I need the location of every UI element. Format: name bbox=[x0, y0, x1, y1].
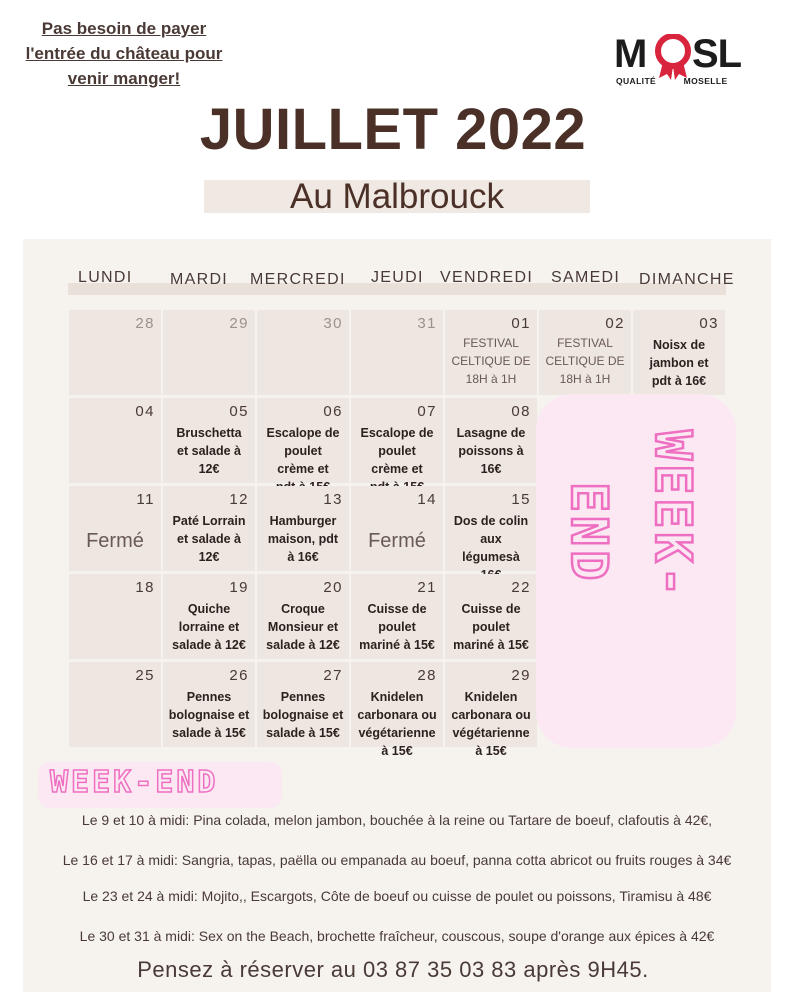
menu-line: à 15€ bbox=[381, 744, 413, 758]
menu-line: salade à 12€ bbox=[172, 638, 246, 652]
menu-line: et salade à bbox=[177, 444, 241, 458]
offer-weekend-30-31: Le 30 et 31 à midi: Sex on the Beach, brochette fraîcheur, couscous, soupe d'orange aux épices à 42€ bbox=[79, 928, 715, 944]
event-note bbox=[445, 334, 537, 388]
event-note bbox=[539, 334, 631, 388]
closed-label: Fermé bbox=[368, 530, 426, 552]
logo-tag-left: QUALITÉ bbox=[616, 76, 657, 86]
calendar-day bbox=[351, 486, 443, 571]
day-header: MERCREDI bbox=[250, 271, 346, 288]
menu-line: poulet bbox=[378, 620, 416, 634]
day-number: 14 bbox=[417, 491, 437, 508]
day-number: 28 bbox=[417, 667, 437, 684]
menu-of-the-day bbox=[163, 424, 255, 478]
reservation-note: Pensez à réserver au 03 87 35 03 83 après 9H45. bbox=[137, 957, 649, 982]
menu-line: jambon et bbox=[649, 356, 709, 370]
menu-line: poissons à bbox=[458, 444, 524, 458]
day-number: 18 bbox=[135, 579, 155, 596]
day-header: DIMANCHE bbox=[639, 271, 735, 288]
calendar-day bbox=[163, 662, 255, 747]
menu-line: lorraine et bbox=[178, 620, 240, 634]
logo-letters-sl: SL bbox=[692, 32, 742, 76]
menu-line: bolognaise et bbox=[262, 708, 344, 722]
menu-line: Noisx de bbox=[652, 338, 706, 352]
day-number: 20 bbox=[323, 579, 343, 596]
menu-line: crème et bbox=[371, 462, 423, 476]
calendar-day bbox=[445, 398, 537, 483]
menu-line: aux bbox=[480, 532, 502, 546]
menu-line: à 16€ bbox=[287, 550, 319, 564]
day-number: 29 bbox=[511, 667, 531, 684]
menu-line: carbonara ou bbox=[451, 708, 531, 722]
calendar-day bbox=[445, 574, 537, 659]
menu-line: pdt à 16€ bbox=[651, 374, 707, 388]
calendar-day bbox=[351, 310, 443, 395]
day-number: 30 bbox=[323, 315, 343, 332]
day-number: 11 bbox=[136, 491, 155, 508]
menu-of-the-day bbox=[445, 424, 537, 478]
day-header: JEUDI bbox=[371, 269, 424, 286]
calendar-day bbox=[445, 486, 537, 571]
calendar-day bbox=[257, 486, 349, 571]
logo-tagline bbox=[616, 76, 728, 86]
menu-of-the-day bbox=[257, 512, 349, 566]
calendar-day bbox=[163, 310, 255, 395]
menu-line: crème et bbox=[277, 462, 329, 476]
offer-weekend-16-17: Le 16 et 17 à midi: Sangria, tapas, paëlla ou empanada au boeuf, panna cotta abricot ou fruits rouges à 34€ bbox=[62, 852, 732, 868]
calendar-day bbox=[69, 310, 161, 395]
day-number: 13 bbox=[323, 491, 343, 508]
menu-of-the-day bbox=[163, 512, 255, 566]
day-number: 29 bbox=[229, 315, 249, 332]
day-number: 08 bbox=[511, 403, 531, 420]
menu-line: mariné à 15€ bbox=[453, 638, 529, 652]
calendar-day bbox=[445, 662, 537, 758]
day-number: 19 bbox=[229, 579, 249, 596]
logo-tag-right: MOSELLE bbox=[683, 76, 728, 86]
mosl-logo bbox=[610, 26, 750, 90]
event-line: 18H à 1H bbox=[559, 372, 611, 386]
day-number: 07 bbox=[417, 403, 437, 420]
day-number: 27 bbox=[323, 667, 343, 684]
menu-line: poulet bbox=[472, 620, 510, 634]
day-number: 25 bbox=[135, 667, 155, 684]
calendar-day bbox=[257, 310, 349, 395]
menu-of-the-day bbox=[257, 600, 349, 654]
menu-of-the-day bbox=[163, 600, 255, 654]
calendar-day bbox=[163, 574, 255, 659]
day-number: 03 bbox=[699, 315, 719, 332]
calendar-day bbox=[257, 398, 349, 483]
menu-line: Monsieur et bbox=[267, 620, 339, 634]
calendar-day bbox=[163, 486, 255, 571]
weekend-big-line-2: END bbox=[560, 482, 618, 585]
event-line: 18H à 1H bbox=[465, 372, 517, 386]
calendar-day bbox=[257, 662, 349, 747]
logo-letter-m: M bbox=[614, 32, 647, 76]
event-line: CELTIQUE DE bbox=[451, 354, 531, 368]
ribbon-badge-icon bbox=[654, 34, 692, 80]
menu-line: légumesà bbox=[462, 550, 520, 564]
day-number: 05 bbox=[229, 403, 249, 420]
day-header: LUNDI bbox=[78, 269, 133, 286]
notice-line-3: venir manger! bbox=[67, 69, 181, 88]
menu-line: Knidelen bbox=[370, 690, 424, 704]
event-line: CELTIQUE DE bbox=[545, 354, 625, 368]
menu-line: Croque bbox=[281, 602, 325, 616]
calendar-day bbox=[351, 662, 443, 758]
menu-line: Knidelen bbox=[464, 690, 518, 704]
offer-weekend-9-10: Le 9 et 10 à midi: Pina colada, melon jambon, bouchée à la reine ou Tartare de boeuf, clafoutis à 42€, bbox=[81, 812, 713, 828]
notice-line-2: l'entrée du château pour bbox=[25, 44, 223, 63]
menu-line: végétarienne bbox=[358, 726, 436, 740]
menu-of-the-day bbox=[633, 336, 725, 390]
calendar-day bbox=[351, 574, 443, 659]
menu-line: Dos de colin bbox=[453, 514, 529, 528]
day-number: 01 bbox=[511, 315, 531, 332]
calendar-day bbox=[633, 310, 725, 395]
entry-notice bbox=[6, 16, 242, 91]
menu-line: Hamburger bbox=[269, 514, 337, 528]
menu-line: Escalope de bbox=[360, 426, 434, 440]
menu-line: maison, pdt bbox=[267, 532, 339, 546]
menu-line: végétarienne bbox=[452, 726, 530, 740]
calendar-day bbox=[69, 486, 161, 571]
menu-line: salade à 12€ bbox=[266, 638, 340, 652]
weekend-big-label bbox=[560, 420, 730, 720]
day-number: 02 bbox=[605, 315, 625, 332]
menu-line: carbonara ou bbox=[357, 708, 437, 722]
menu-line: Lasagne de bbox=[456, 426, 526, 440]
menu-of-the-day bbox=[163, 688, 255, 742]
menu-line: Pennes bbox=[280, 690, 326, 704]
calendar-day bbox=[69, 574, 161, 659]
menu-line: salade à 15€ bbox=[172, 726, 246, 740]
menu-line: salade à 15€ bbox=[266, 726, 340, 740]
menu-line: Escalope de bbox=[266, 426, 340, 440]
notice-line-1: Pas besoin de payer bbox=[41, 19, 207, 38]
menu-line: Paté Lorrain bbox=[172, 514, 246, 528]
calendar-day bbox=[351, 398, 443, 483]
event-line: FESTIVAL bbox=[557, 336, 613, 350]
menu-line: Cuisse de bbox=[461, 602, 521, 616]
menu-line: et salade à bbox=[177, 532, 241, 546]
calendar-day bbox=[163, 398, 255, 483]
day-number: 21 bbox=[417, 579, 437, 596]
day-number: 15 bbox=[511, 491, 531, 508]
menu-line: à 15€ bbox=[475, 744, 507, 758]
calendar-day bbox=[445, 310, 537, 395]
menu-line: Bruschetta bbox=[176, 426, 242, 440]
menu-line: poulet bbox=[284, 444, 322, 458]
day-number: 04 bbox=[135, 403, 155, 420]
calendar-day bbox=[69, 398, 161, 483]
menu-of-the-day bbox=[445, 600, 537, 654]
day-number: 22 bbox=[511, 579, 531, 596]
menu-of-the-day bbox=[257, 688, 349, 742]
menu-line: Pennes bbox=[186, 690, 232, 704]
menu-line: mariné à 15€ bbox=[359, 638, 435, 652]
day-header: MARDI bbox=[170, 271, 229, 288]
day-number: 12 bbox=[229, 491, 249, 508]
calendar-day bbox=[539, 310, 631, 395]
calendar-day bbox=[257, 574, 349, 659]
menu-line: Quiche bbox=[187, 602, 231, 616]
weekend-heading: WEEK-END bbox=[50, 765, 219, 800]
menu-of-the-day bbox=[351, 600, 443, 654]
closed-label: Fermé bbox=[86, 530, 144, 552]
menu-line: bolognaise et bbox=[168, 708, 250, 722]
menu-line: 16€ bbox=[480, 462, 502, 476]
day-number: 31 bbox=[417, 315, 437, 332]
day-number: 06 bbox=[323, 403, 343, 420]
day-number: 28 bbox=[135, 315, 155, 332]
day-number: 26 bbox=[229, 667, 249, 684]
weekend-big-line-1: WEEK- bbox=[644, 430, 702, 601]
day-header: SAMEDI bbox=[551, 269, 621, 286]
menu-line: poulet bbox=[378, 444, 416, 458]
menu-line: 12€ bbox=[198, 462, 220, 476]
menu-line: 12€ bbox=[198, 550, 220, 564]
menu-of-the-day bbox=[351, 688, 443, 760]
menu-of-the-day bbox=[445, 688, 537, 760]
menu-line: Cuisse de bbox=[367, 602, 427, 616]
event-line: FESTIVAL bbox=[463, 336, 519, 350]
calendar-day bbox=[69, 662, 161, 747]
restaurant-name: Au Malbrouck bbox=[204, 180, 590, 213]
day-header: VENDREDI bbox=[440, 269, 534, 286]
page-title: JUILLET 2022 bbox=[199, 97, 587, 162]
offer-weekend-23-24: Le 23 et 24 à midi: Mojito,, Escargots, Côte de boeuf ou cuisse de poulet ou poissons, Tiramisu à 48€ bbox=[82, 888, 712, 904]
